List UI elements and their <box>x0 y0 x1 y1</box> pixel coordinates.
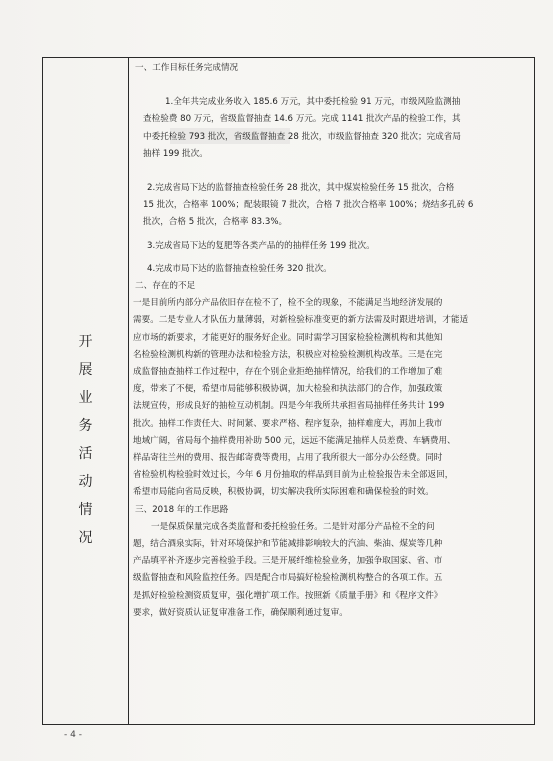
label-char: 务 <box>78 418 93 434</box>
label-char: 业 <box>78 390 93 406</box>
paragraph-shortcomings <box>129 295 531 501</box>
text-line: 查检验费 80 万元，省级监督抽查 14.6 万元。完成 1141 批次产品的检验工作，其 <box>143 114 461 125</box>
label-char: 开 <box>78 334 93 350</box>
text-line: 中委托检验 793 批次，省级监督抽查 28 批次，市级监督抽查 320 批次；完成省局 <box>143 131 461 142</box>
text-line: 要求，做好资质认证复审准备工作，确保顺利通过复审。 <box>133 607 348 618</box>
paragraph-plans <box>129 519 531 622</box>
text-line: 1.全年共完成业务收入 185.6 万元，其中委托检验 91 万元，市级风险监测抽 <box>165 97 461 108</box>
text-line: 批次。抽样工作责任大、时间紧、要求严格、程序复杂，抽样难度大，再加上我市 <box>133 418 443 429</box>
paragraph-1 <box>129 94 531 163</box>
text-line: 产品填平补齐逐步完善检验手段。三是开展纤维检验业务，加强争取国家、省、市 <box>133 556 443 567</box>
text-line: 法规宣传，形成良好的抽检互动机制。四是今年我所共承担省局抽样任务共计 199 <box>133 401 445 412</box>
label-char: 情 <box>78 502 93 518</box>
label-char: 展 <box>78 362 93 378</box>
text-line: 名检验检测机构新的管理办法和检验方法，积极应对检验检测机构改革。三是在完 <box>133 349 443 360</box>
label-char: 活 <box>78 446 93 462</box>
section-heading: 三、2018 年的工作思路 <box>135 504 229 515</box>
text-line: 批次，合格 5 批次，合格率 83.3%。 <box>143 217 288 228</box>
text-line: 是抓好检验检测资质复审，强化增扩项工作。按照新《质量手册》和《程序文件》 <box>133 590 443 601</box>
text-line: 应市场的新要求，才能更好的服务好企业。同时需学习国家检验检测机构和其他知 <box>133 332 443 343</box>
text-line: 希望市局能向省局反映，积极协调，切实解决我所实际困难和确保检验的时效。 <box>133 487 434 498</box>
text-line: 需要。二是专业人才队伍力量薄弱，对新检验标准变更的新方法需及时跟进培训，才能适 <box>133 315 469 326</box>
page-number: - 4 - <box>64 730 82 740</box>
text-line: 一是目前所内部分产品依旧存在检不了，检不全的现象，不能满足当地经济发展的 <box>133 298 443 309</box>
section-label <box>43 328 128 552</box>
text-line: 2.完成省局下达的监督抽查检验任务 28 批次，其中煤炭检验任务 15 批次，合格 <box>147 183 455 194</box>
text-line: 15 批次，合格率 100%；配装眼镜 7 批次，合格 7 批次合格率 100%；烧结多孔砖 6 <box>143 200 474 211</box>
text-line: 地域广阔，省局每个抽样费用补助 500 元，远远不能满足抽样人员差费、车辆费用、 <box>133 435 456 446</box>
label-char: 动 <box>78 474 93 490</box>
text-line: 抽样 199 批次。 <box>143 148 208 159</box>
text-line: 一是保质保量完成各类监督和委托检验任务。二是针对部分产品检不全的问 <box>151 521 435 532</box>
text-line: 成监督抽查抽样工作过程中，存在个别企业拒绝抽样情况，给我们的工作增加了难 <box>133 367 443 378</box>
paragraph-4: 4.完成市局下达的监督抽查检验任务 320 批次。 <box>147 263 332 274</box>
section-label-column <box>43 58 129 724</box>
section-heading: 二、存在的不足 <box>135 281 196 292</box>
paragraph-2 <box>129 180 531 232</box>
text-line: 样品寄往兰州的费用、报告邮寄费等费用，占用了我所很大一部分办公经费。同时 <box>133 453 443 464</box>
report-table <box>42 57 535 725</box>
text-line: 度，带来了不便，希望市局能够积极协调，加大检验和执法部门的合作，加强政策 <box>133 384 443 395</box>
section-heading: 一、工作目标任务完成情况 <box>135 63 239 73</box>
text-line: 题，结合酒泉实际，针对环境保护和节能减排影响较大的汽油、柴油、煤炭等几种 <box>133 539 443 550</box>
text-line: 省检验机构检验时效过长，今年 6 月份抽取的样品到目前为止检验报告未全部返回， <box>133 470 454 481</box>
paragraph-3: 3.完成省局下达的复肥等各类产品的的抽样任务 199 批次。 <box>147 240 375 251</box>
label-char: 况 <box>78 530 93 546</box>
text-line: 级监督抽查和风险监控任务。四是配合市局搞好检验检测机构整合的各项工作。五 <box>133 573 443 584</box>
content-cell <box>129 60 531 622</box>
